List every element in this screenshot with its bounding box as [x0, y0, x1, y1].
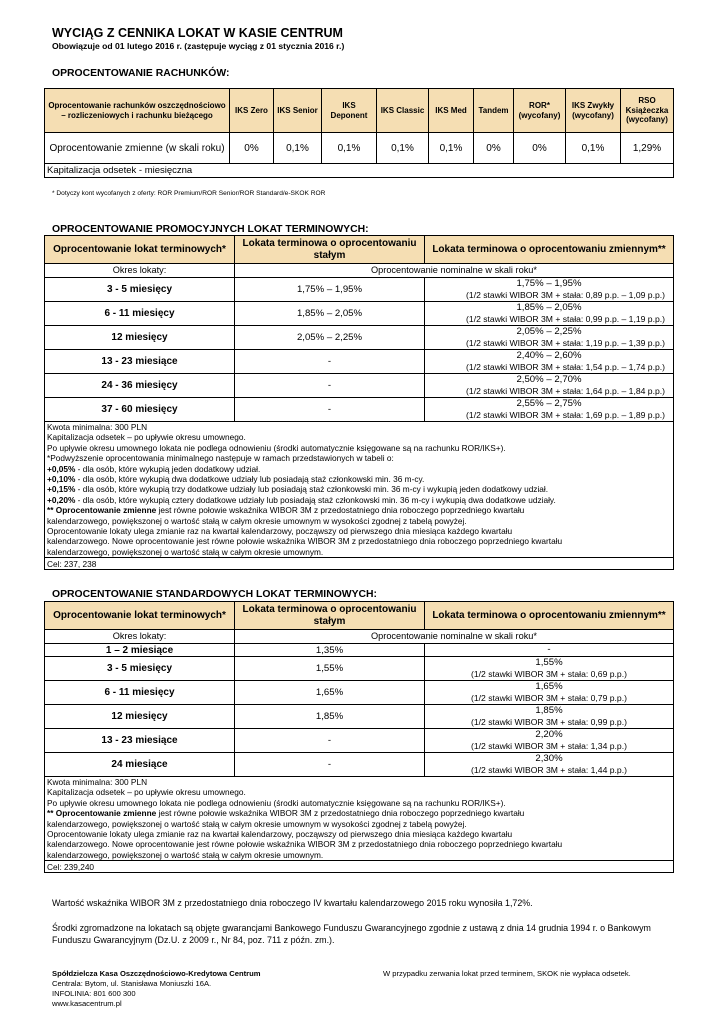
- wibor-info: Wartość wskaźnika WIBOR 3M z przedostatniego dnia roboczego IV kwartału kalendarzowego 2015 roku wynosiła 1,72%.: [52, 898, 533, 908]
- standard-note-zmienne-2: kalendarzowego, powiększonej o wartość stałą w całym okresie umownym w wysokości zgodnej z tabelą powyżej.: [47, 818, 467, 829]
- promo-variable-range: 2,05% – 2,25%: [516, 325, 582, 337]
- accounts-header-iks-deponent: IKS Deponent: [322, 89, 377, 133]
- accounts-footnote: * Dotyczy kont wycofanych z oferty: ROR Premium/ROR Senior/ROR Standard/e-SKOK ROR: [52, 190, 326, 197]
- bfg-info: Środki zgromadzone na lokatach są objęte gwarancjami Bankowego Funduszu Gwarancyjnego zgodnie z ustawą z dnia 14 grudnia 1994 r. o Bankowym Funduszu Gwarancyjnym (Dz.U. z 2009 r., Nr 84, poz. 711 z późn. zm.).: [52, 923, 651, 945]
- footer-right-note: W przypadku zerwania lokat przed terminem, SKOK nie wypłaca odsetek.: [383, 969, 631, 978]
- promo-table: [44, 235, 674, 570]
- standard-header-fixed: Lokata terminowa o oprocentowaniu stałym: [235, 602, 425, 630]
- standard-table: [44, 601, 674, 873]
- promo-period: 3 - 5 miesięcy: [45, 278, 235, 302]
- accounts-value: 0,1%: [322, 133, 377, 164]
- promo-note-bonus-2: +0,10% - dla osób, które wykupią dwa dodatkowe udziały lub posiadają staż członkowski min. 36 m-cy.: [47, 474, 425, 485]
- standard-header-variable: Lokata terminowa o oprocentowaniu zmiennym**: [425, 602, 674, 630]
- promo-note-podwyzszenie: *Podwyższenie oprocentowania minimalnego następuje w ramach przedstawionych w tabeli o:: [47, 453, 394, 464]
- accounts-table: [44, 88, 674, 178]
- promo-fixed: -: [235, 350, 425, 374]
- promo-okres-label: Okres lokaty:: [45, 264, 235, 278]
- promo-variable-formula: (1/2 stawki WIBOR 3M + stała: 0,99 p.p. – 1,19 p.p.): [466, 313, 665, 324]
- accounts-header-rso: RSO Książeczka (wycofany): [621, 89, 674, 133]
- promo-variable: [425, 398, 674, 422]
- promo-variable-formula: (1/2 stawki WIBOR 3M + stała: 1,19 p.p. – 1,39 p.p.): [466, 337, 665, 348]
- accounts-value: 0,1%: [274, 133, 322, 164]
- standard-fixed: 1,55%: [235, 657, 425, 681]
- promo-note-odnowienie: Po upływie okresu umownego lokata nie podlega odnowieniu (środki automatycznie księgowane są na rachunku ROR/IKS+).: [47, 442, 506, 453]
- promo-period: 13 - 23 miesiące: [45, 350, 235, 374]
- standard-note-kapitalizacja: Kapitalizacja odsetek – po upływie okresu umownego.: [47, 787, 246, 798]
- promo-variable: [425, 278, 674, 302]
- standard-okres-label: Okres lokaty:: [45, 630, 235, 644]
- standard-variable-formula: (1/2 stawki WIBOR 3M + stała: 0,69 p.p.): [471, 668, 627, 679]
- promo-variable-formula: (1/2 stawki WIBOR 3M + stała: 1,69 p.p. – 1,89 p.p.): [466, 409, 665, 420]
- promo-period: 24 - 36 miesięcy: [45, 374, 235, 398]
- promo-note-zmienne-2: kalendarzowego, powiększonej o wartość stałą w całym okresie umownym w wysokości zgodnej z tabelą powyżej.: [47, 515, 467, 526]
- standard-notes: [45, 777, 674, 861]
- promo-variable-formula: (1/2 stawki WIBOR 3M + stała: 1,64 p.p. – 1,84 p.p.): [466, 385, 665, 396]
- standard-variable: [425, 644, 674, 657]
- footer-contact: [52, 969, 382, 1009]
- promo-note-bonus-4: +0,20% - dla osób, które wykupią cztery dodatkowe udziały lub posiadają staż członkowski min. 36 m-cy i wykupią dwa dodatkowe udziały.: [47, 494, 556, 505]
- standard-period: 1 – 2 miesiące: [45, 644, 235, 657]
- table-row: [45, 374, 674, 398]
- table-row: [45, 681, 674, 705]
- table-row: [45, 398, 674, 422]
- standard-note-odnowienie: Po upływie okresu umownego lokata nie podlega odnowieniu (środki automatycznie księgowane są na rachunku ROR/IKS+).: [47, 797, 506, 808]
- accounts-value: 0%: [514, 133, 566, 164]
- standard-note-zmienne-4: kalendarzowego. Nowe oprocentowanie jest równe połowie wskaźnika WIBOR 3M z przedostatniego dnia roboczego poprzedniego kwartału: [47, 839, 563, 850]
- accounts-section-title: OPROCENTOWANIE RACHUNKÓW:: [52, 68, 230, 79]
- standard-fixed: 1,85%: [235, 705, 425, 729]
- promo-header-variable: Lokata terminowa o oprocentowaniu zmiennym**: [425, 236, 674, 264]
- document-subtitle: Obowiązuje od 01 lutego 2016 r. (zastępuje wyciąg z 01 stycznia 2016 r.): [52, 41, 345, 51]
- table-row: [45, 278, 674, 302]
- standard-variable: [425, 753, 674, 777]
- promo-variable: [425, 350, 674, 374]
- footer-address: Centrala: Bytom, ul. Stanisława Moniuszki 16A.: [52, 979, 212, 988]
- promo-period: 12 miesięcy: [45, 326, 235, 350]
- accounts-value: 0,1%: [566, 133, 621, 164]
- standard-variable-value: -: [547, 643, 551, 655]
- standard-variable-formula: (1/2 stawki WIBOR 3M + stała: 0,99 p.p.): [471, 716, 627, 727]
- standard-section-title: OPROCENTOWANIE STANDARDOWYCH LOKAT TERMINOWYCH:: [52, 589, 377, 600]
- standard-variable-value: 1,55%: [535, 656, 563, 668]
- standard-note-zmienne-3: Oprocentowanie lokaty ulega zmianie raz na kwartał kalendarzowy, począwszy od pierwszego dnia miesiąca każdego kwartału: [47, 829, 513, 840]
- standard-period: 3 - 5 miesięcy: [45, 657, 235, 681]
- table-row: [45, 753, 674, 777]
- standard-period: 24 miesiące: [45, 753, 235, 777]
- table-row: [45, 302, 674, 326]
- table-row: [45, 705, 674, 729]
- standard-cel: Cel: 239,240: [45, 861, 674, 873]
- standard-fixed: 1,65%: [235, 681, 425, 705]
- promo-notes: [45, 422, 674, 558]
- promo-fixed: 1,75% – 1,95%: [235, 278, 425, 302]
- footer-org: Spółdzielcza Kasa Oszczędnościowo-Kredytowa Centrum: [52, 969, 261, 978]
- footer-web[interactable]: www.kasacentrum.pl: [52, 999, 122, 1008]
- document-title: WYCIĄG Z CENNIKA LOKAT W KASIE CENTRUM: [52, 26, 343, 40]
- standard-variable: [425, 705, 674, 729]
- standard-period: 12 miesięcy: [45, 705, 235, 729]
- promo-note-zmienne: ** Oprocentowanie zmienne jest równe połowie wskaźnika WIBOR 3M z przedostatniego dnia roboczego poprzedniego kwartału: [47, 505, 525, 516]
- promo-note-zmienne-5: kalendarzowego, powiększonej o wartość stałą w całym okresie umownym.: [47, 546, 324, 557]
- table-row: [45, 729, 674, 753]
- standard-header-period: Oprocentowanie lokat terminowych*: [45, 602, 235, 630]
- accounts-header-ror: ROR* (wycofany): [514, 89, 566, 133]
- promo-note-zmienne-4: kalendarzowego. Nowe oprocentowanie jest równe połowie wskaźnika WIBOR 3M z przedostatniego dnia roboczego poprzedniego kwartału: [47, 536, 563, 547]
- standard-variable-value: 1,65%: [535, 680, 563, 692]
- promo-variable: [425, 374, 674, 398]
- promo-fixed: -: [235, 374, 425, 398]
- table-row: [45, 326, 674, 350]
- accounts-header-iks-senior: IKS Senior: [274, 89, 322, 133]
- standard-variable: [425, 681, 674, 705]
- standard-variable-value: 2,30%: [535, 752, 563, 764]
- accounts-header-iks-zero: IKS Zero: [230, 89, 274, 133]
- accounts-header-tandem: Tandem: [474, 89, 514, 133]
- promo-variable-formula: (1/2 stawki WIBOR 3M + stała: 0,89 p.p. – 1,09 p.p.): [466, 289, 665, 300]
- promo-variable-range: 1,85% – 2,05%: [516, 301, 582, 313]
- accounts-header-iks-zwykly: IKS Zwykły (wycofany): [566, 89, 621, 133]
- table-row: [45, 657, 674, 681]
- promo-cel: Cel: 237, 238: [45, 558, 674, 570]
- standard-variable-formula: (1/2 stawki WIBOR 3M + stała: 1,34 p.p.): [471, 740, 627, 751]
- promo-okres-note: Oprocentowanie nominalne w skali roku*: [235, 264, 674, 278]
- promo-fixed: 2,05% – 2,25%: [235, 326, 425, 350]
- standard-variable: [425, 657, 674, 681]
- promo-note-zmienne-3: Oprocentowanie lokaty ulega zmianie raz na kwartał kalendarzowy, począwszy od pierwszego dnia miesiąca każdego kwartału: [47, 526, 513, 537]
- accounts-row-label: Oprocentowanie zmienne (w skali roku): [45, 133, 230, 164]
- accounts-value: 0%: [230, 133, 274, 164]
- document-page: [47, 26, 674, 1008]
- standard-note-zmienne: ** Oprocentowanie zmienne jest równe połowie wskaźnika WIBOR 3M z przedostatniego dnia roboczego poprzedniego kwartału: [47, 808, 525, 819]
- promo-note-bonus-3: +0,15% - dla osób, które wykupią trzy dodatkowe udziały lub posiadają staż członkowski min. 36 m-cy i wykupią jeden dodatkowy udział.: [47, 484, 549, 495]
- standard-period: 6 - 11 miesięcy: [45, 681, 235, 705]
- promo-variable-range: 2,50% – 2,70%: [516, 373, 582, 385]
- promo-note-kapitalizacja: Kapitalizacja odsetek – po upływie okresu umownego.: [47, 432, 246, 443]
- promo-variable-range: 2,40% – 2,60%: [516, 349, 582, 361]
- accounts-header-desc: Oprocentowanie rachunków oszczędnościowo – rozliczeniowych i rachunku bieżącego: [45, 89, 230, 133]
- promo-note-kwota: Kwota minimalna: 300 PLN: [47, 422, 148, 432]
- promo-variable: [425, 302, 674, 326]
- standard-fixed: -: [235, 753, 425, 777]
- promo-fixed: -: [235, 398, 425, 422]
- standard-period: 13 - 23 miesiące: [45, 729, 235, 753]
- promo-header-fixed: Lokata terminowa o oprocentowaniu stałym: [235, 236, 425, 264]
- standard-variable-formula: (1/2 stawki WIBOR 3M + stała: 0,79 p.p.): [471, 692, 627, 703]
- promo-period: 6 - 11 miesięcy: [45, 302, 235, 326]
- accounts-value: 0,1%: [377, 133, 429, 164]
- accounts-kapitalizacja: Kapitalizacja odsetek - miesięczna: [45, 164, 674, 178]
- accounts-value: 1,29%: [621, 133, 674, 164]
- accounts-header-iks-med: IKS Med: [429, 89, 474, 133]
- promo-variable-formula: (1/2 stawki WIBOR 3M + stała: 1,54 p.p. – 1,74 p.p.): [466, 361, 665, 372]
- standard-variable-value: 1,85%: [535, 704, 563, 716]
- footer-phone: INFOLINIA: 801 600 300: [52, 989, 136, 998]
- standard-variable-value: 2,20%: [535, 728, 563, 740]
- standard-note-zmienne-5: kalendarzowego, powiększonej o wartość stałą w całym okresie umownym.: [47, 849, 324, 860]
- promo-header-period: Oprocentowanie lokat terminowych*: [45, 236, 235, 264]
- standard-variable-formula: (1/2 stawki WIBOR 3M + stała: 1,44 p.p.): [471, 764, 627, 775]
- accounts-value: 0,1%: [429, 133, 474, 164]
- standard-fixed: 1,35%: [235, 644, 425, 657]
- standard-okres-note: Oprocentowanie nominalne w skali roku*: [235, 630, 674, 644]
- promo-variable-range: 2,55% – 2,75%: [516, 397, 582, 409]
- standard-note-kwota: Kwota minimalna: 300 PLN: [47, 777, 148, 787]
- promo-section-title: OPROCENTOWANIE PROMOCYJNYCH LOKAT TERMINOWYCH:: [52, 224, 369, 235]
- promo-fixed: 1,85% – 2,05%: [235, 302, 425, 326]
- promo-variable: [425, 326, 674, 350]
- promo-variable-range: 1,75% – 1,95%: [516, 277, 582, 289]
- promo-period: 37 - 60 miesięcy: [45, 398, 235, 422]
- promo-note-bonus-1: +0,05% - dla osób, które wykupią jeden dodatkowy udział.: [47, 463, 261, 474]
- standard-fixed: -: [235, 729, 425, 753]
- table-row: [45, 350, 674, 374]
- accounts-header-iks-classic: IKS Classic: [377, 89, 429, 133]
- standard-variable: [425, 729, 674, 753]
- table-row: [45, 644, 674, 657]
- accounts-value: 0%: [474, 133, 514, 164]
